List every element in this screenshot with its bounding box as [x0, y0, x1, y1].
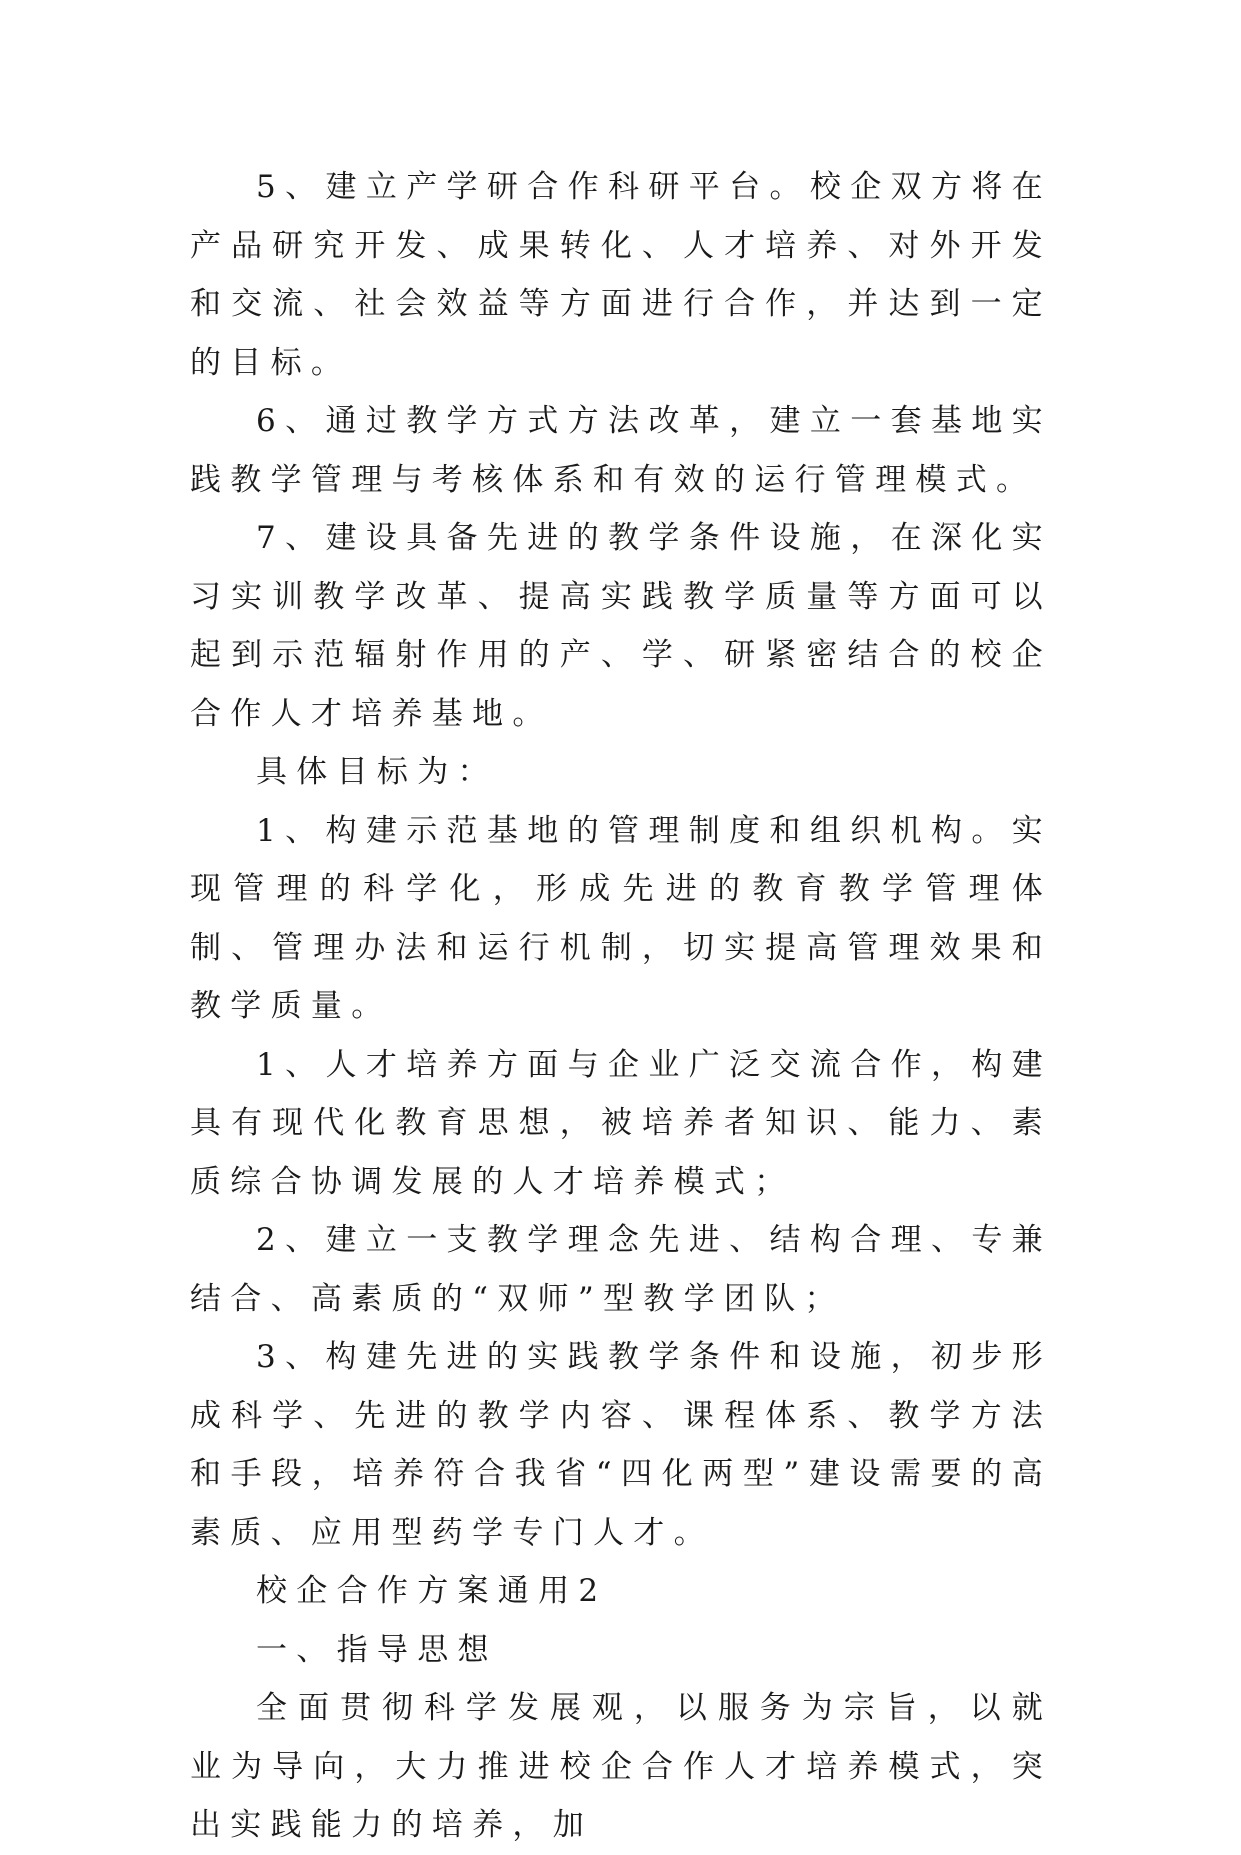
paragraph-specific-goals-heading: 具体目标为：	[256, 754, 498, 790]
paragraph-goal-7: 7、建设具备先进的教学条件设施，在深化实习实训教学改革、提高实践教学质量等方面可以起到示范辐射作用的产、学、研紧密结合的校企合作人才培养基地。	[190, 520, 1052, 732]
paragraph-specific-goal-3: 3、构建先进的实践教学条件和设施，初步形成科学、先进的教学内容、课程体系、教学方法和手段，培养符合我省“四化两型”建设需要的高素质、应用型药学专门人才。	[190, 1339, 1052, 1551]
paragraph-goal-6: 6、通过教学方式方法改革，建立一套基地实践教学管理与考核体系和有效的运行管理模式。	[190, 403, 1052, 498]
section-title: 校企合作方案通用2	[256, 1573, 608, 1609]
paragraph-specific-goal-2: 2、建立一支教学理念先进、结构合理、专兼结合、高素质的“双师”型教学团队；	[190, 1222, 1052, 1317]
paragraph-guiding-ideology: 全面贯彻科学发展观，以服务为宗旨，以就业为导向，大力推进校企合作人才培养模式，突出实践能力的培养，加	[190, 1690, 1052, 1843]
section-heading-guiding-ideology: 一、指导思想	[256, 1631, 498, 1668]
paragraph-specific-goal-1b: 1、人才培养方面与企业广泛交流合作，构建具有现代化教育思想，被培养者知识、能力、素质综合协调发展的人才培养模式；	[190, 1046, 1052, 1200]
paragraph-goal-5: 5、建立产学研合作科研平台。校企双方将在产品研究开发、成果转化、人才培养、对外开发和交流、社会效益等方面进行合作，并达到一定的目标。	[190, 169, 1052, 381]
document-body	[190, 158, 1052, 1855]
paragraph-specific-goal-1a: 1、构建示范基地的管理制度和组织机构。实现管理的科学化，形成先进的教育教学管理体制、管理办法和运行机制，切实提高管理效果和教学质量。	[190, 812, 1052, 1024]
